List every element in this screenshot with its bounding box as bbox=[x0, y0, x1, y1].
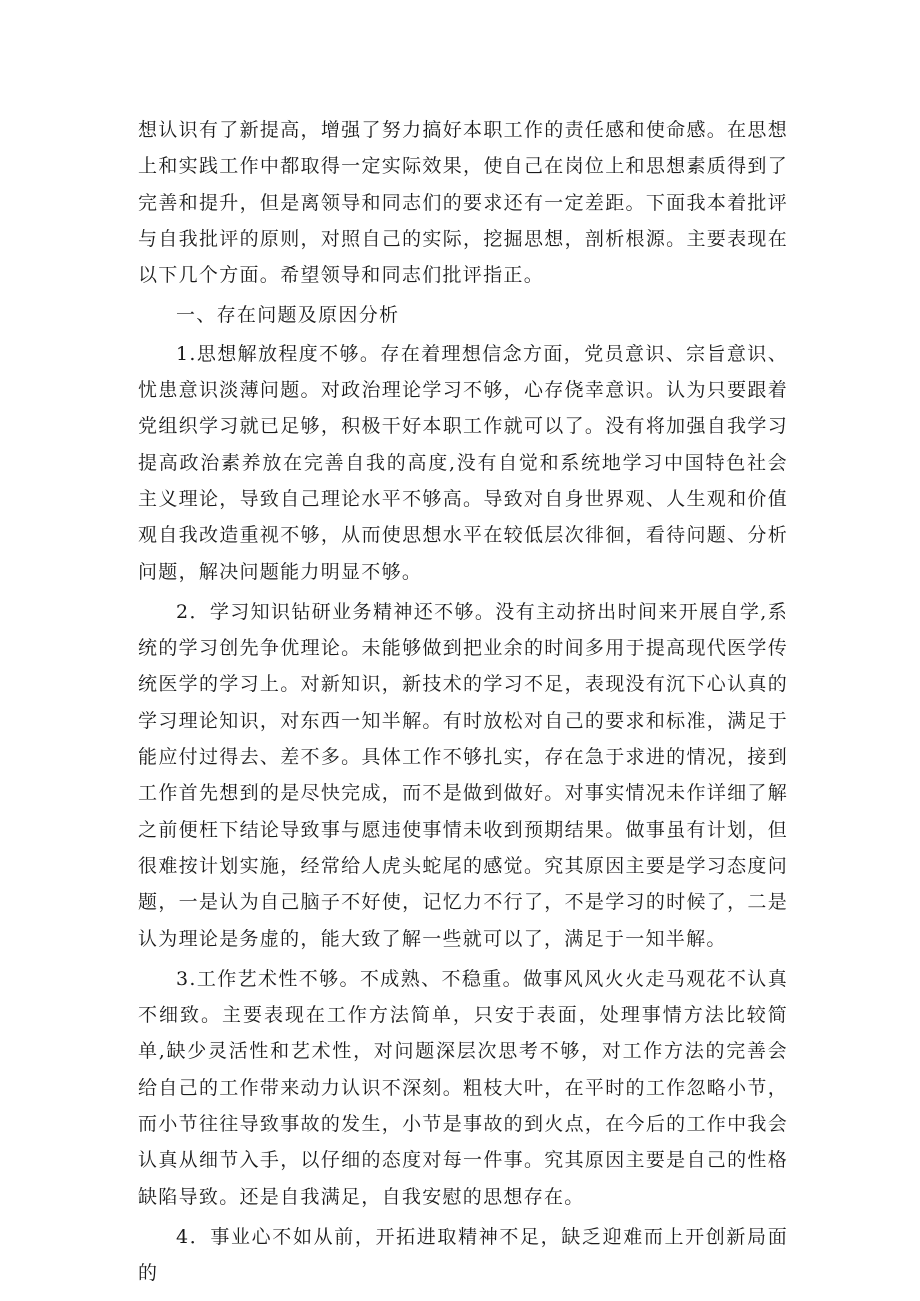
item-3-paragraph: 3.工作艺术性不够。不成熟、不稳重。做事风风火火走马观花不认真不细致。主要表现在工作方法简单，只安于表面，处理事情方法比较简单,缺少灵活性和艺术性，对问题深层次思考不够，对工作方法的完善会给自己的工作带来动力认识不深刻。粗枝大叶，在平时的工作忽略小节，而小节往往导致事故的发生，小节是事故的到火点，在今后的工作中我会认真从细节入手，以仔细的态度对每一件事。究其原因主要是自己的性格缺陷导致。还是自我满足，自我安慰的思想存在。 bbox=[138, 967, 788, 1208]
document-body bbox=[138, 112, 788, 1296]
intro-paragraph: 想认识有了新提高，增强了努力搞好本职工作的责任感和使命感。在思想上和实践工作中都取得一定实际效果，使自己在岗位上和思想素质得到了完善和提升，但是离领导和同志们的要求还有一定差距。下面我本着批评与自我批评的原则，对照自己的实际，挖掘思想，剖析根源。主要表现在以下几个方面。希望领导和同志们批评指正。 bbox=[138, 119, 788, 287]
item-2-paragraph: 2．学习知识钻研业务精神还不够。没有主动挤出时间来开展自学,系统的学习创先争优理论。未能够做到把业余的时间多用于提高现代医学传统医学的学习上。对新知识，新技术的学习不足，表现没有沉下心认真的学习理论知识，对东西一知半解。有时放松对自己的要求和标准，满足于能应付过得去、差不多。具体工作不够扎实，存在急于求进的情况，接到工作首先想到的是尽快完成，而不是做到做好。对事实情况未作详细了解之前便枉下结论导致事与愿违使事情未收到预期结果。做事虽有计划，但很难按计划实施，经常给人虎头蛇尾的感觉。究其原因主要是学习态度问题，一是认为自己脑子不好使，记忆力不行了，不是学习的时候了，二是认为理论是务虚的，能大致了解一些就可以了，满足于一知半解。 bbox=[138, 600, 788, 950]
item-1-paragraph: 1.思想解放程度不够。存在着理想信念方面，党员意识、宗旨意识、忧患意识淡薄问题。对政治理论学习不够，心存侥幸意识。认为只要跟着党组织学习就已足够，积极干好本职工作就可以了。没有将加强自我学习提高政治素养放在完善自我的高度,没有自觉和系统地学习中国特色社会主义理论，导致自己理论水平不够高。导致对自身世界观、人生观和价值观自我改造重视不够，从而使思想水平在较低层次徘徊，看待问题、分析问题，解决问题能力明显不够。 bbox=[138, 342, 788, 583]
item-4-paragraph: 4．事业心不如从前，开拓进取精神不足，缺乏迎难而上开创新局面的 bbox=[138, 1225, 788, 1285]
section-heading: 一、存在问题及原因分析 bbox=[176, 304, 400, 327]
